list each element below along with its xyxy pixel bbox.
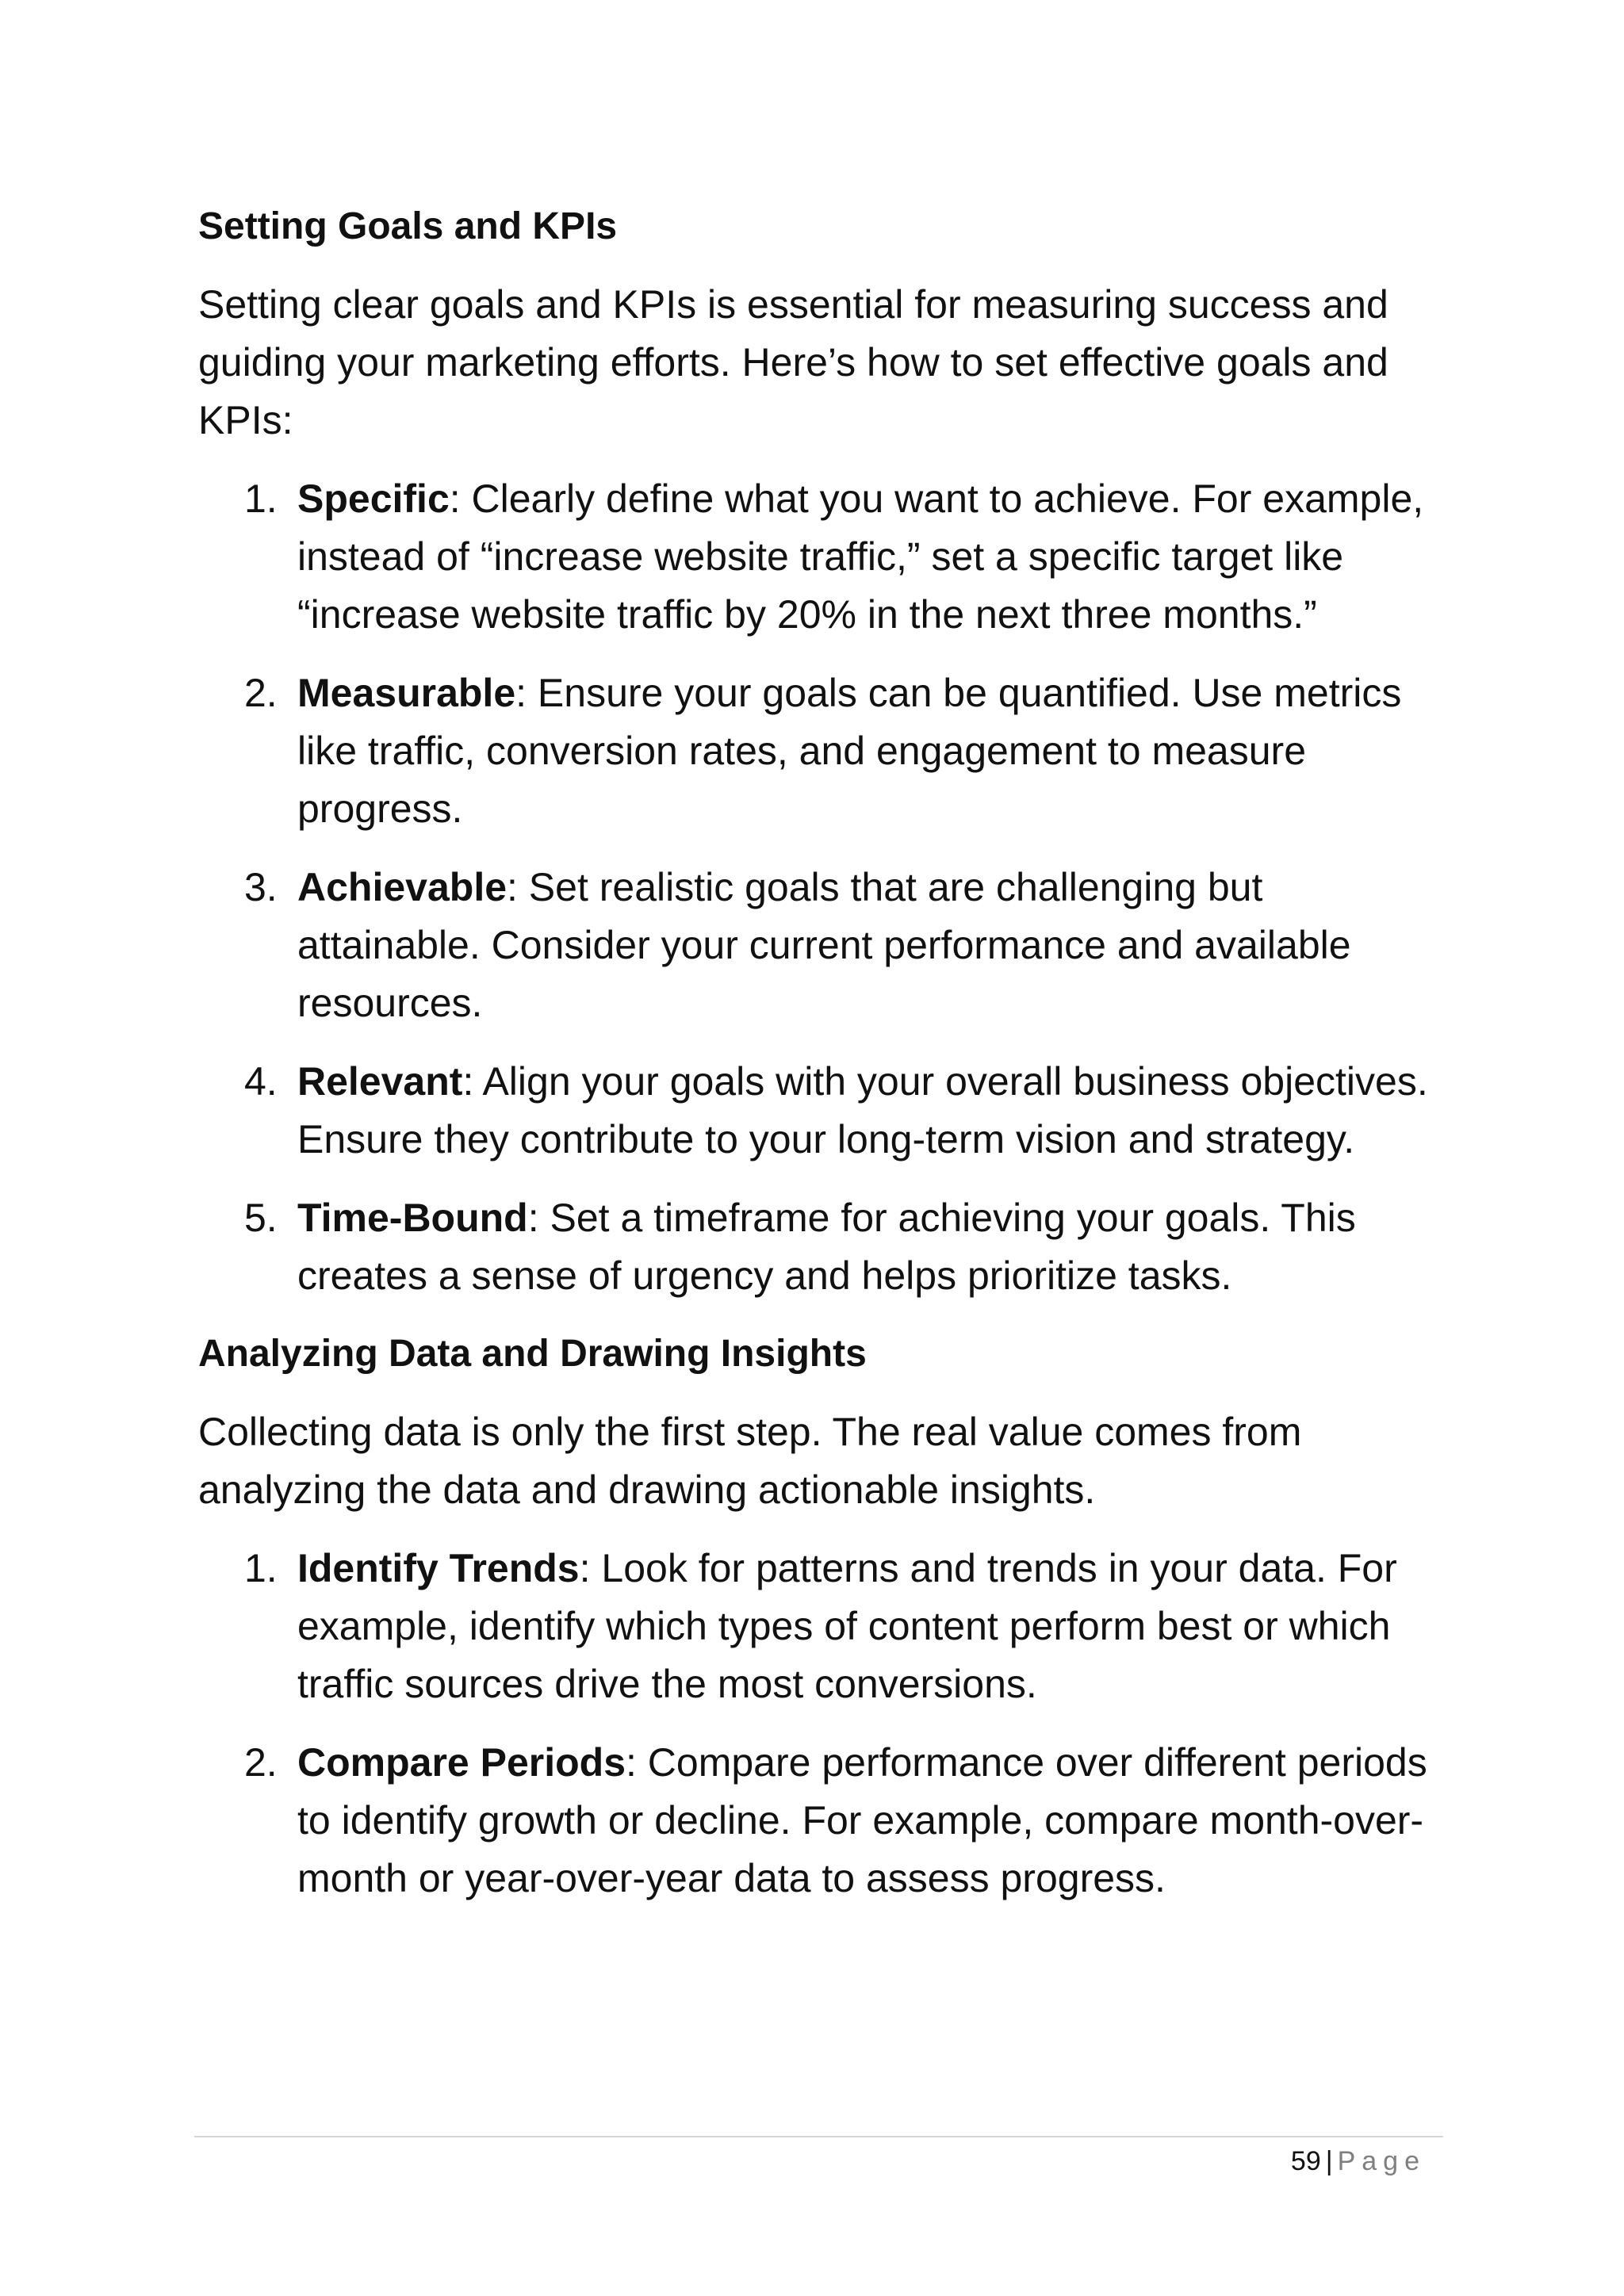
- section-heading-insights: Analyzing Data and Drawing Insights: [198, 1333, 867, 1375]
- section-heading-goals: Setting Goals and KPIs: [198, 205, 618, 247]
- list-item: [198, 859, 1443, 1032]
- page-content: [198, 198, 1443, 1928]
- section-intro-insights: Collecting data is only the first step. The real value comes from analyzing the data and drawing actionable insights.: [198, 1410, 1302, 1512]
- list-item-number: 1.: [244, 476, 278, 521]
- list-item: [198, 470, 1443, 644]
- list-item-term: Identify Trends: [297, 1546, 580, 1590]
- list-item-number: 2.: [244, 671, 278, 715]
- page-footer: [1291, 2141, 1426, 2182]
- list-item: [198, 1540, 1443, 1713]
- list-item-text: : Ensure your goals can be quantified. Use metrics like traffic, conversion rates, and engagement to measure progress.: [297, 671, 1402, 831]
- list-item-term: Compare Periods: [297, 1740, 626, 1785]
- list-item-text: : Set a timeframe for achieving your goals. This creates a sense of urgency and helps prioritize tasks.: [297, 1196, 1356, 1298]
- goals-list: [198, 470, 1443, 1305]
- list-item-term: Measurable: [297, 671, 516, 715]
- list-item-term: Achievable: [297, 865, 508, 909]
- footer-separator: |: [1325, 2146, 1333, 2176]
- list-item-text: : Clearly define what you want to achieve. For example, instead of “increase website traffic,” set a specific target like “increase website traffic by 20% in the next three months.”: [297, 476, 1424, 637]
- footer-divider: [194, 2136, 1443, 2137]
- list-item-text: : Set realistic goals that are challenging but attainable. Consider your current performance and available resources.: [297, 865, 1351, 1025]
- list-item-text: : Align your goals with your overall business objectives. Ensure they contribute to your long-term vision and strategy.: [297, 1059, 1428, 1161]
- list-item: [198, 1734, 1443, 1908]
- page-number: 59: [1290, 2146, 1321, 2176]
- list-item-number: 3.: [244, 865, 278, 909]
- list-item-text: : Look for patterns and trends in your data. For example, identify which types of content perform best or which traffic sources drive the most conversions.: [297, 1546, 1397, 1706]
- list-item-term: Specific: [297, 476, 450, 521]
- list-item: [198, 664, 1443, 838]
- insights-list: [198, 1540, 1443, 1908]
- list-item-term: Time-Bound: [297, 1196, 528, 1240]
- section-intro-goals: Setting clear goals and KPIs is essential for measuring success and guiding your marketing efforts. Here’s how to set effective goals and KPIs:: [198, 282, 1388, 442]
- list-item: [198, 1189, 1443, 1305]
- list-item-text: : Compare performance over different periods to identify growth or decline. For example, compare month-over-month or year-over-year data to assess progress.: [297, 1740, 1427, 1900]
- list-item-number: 4.: [244, 1059, 278, 1104]
- list-item-term: Relevant: [297, 1059, 463, 1104]
- list-item-number: 5.: [244, 1196, 278, 1240]
- list-item-number: 1.: [244, 1546, 278, 1590]
- list-item-number: 2.: [244, 1740, 278, 1785]
- list-item: [198, 1053, 1443, 1169]
- page-label: Page: [1337, 2146, 1426, 2176]
